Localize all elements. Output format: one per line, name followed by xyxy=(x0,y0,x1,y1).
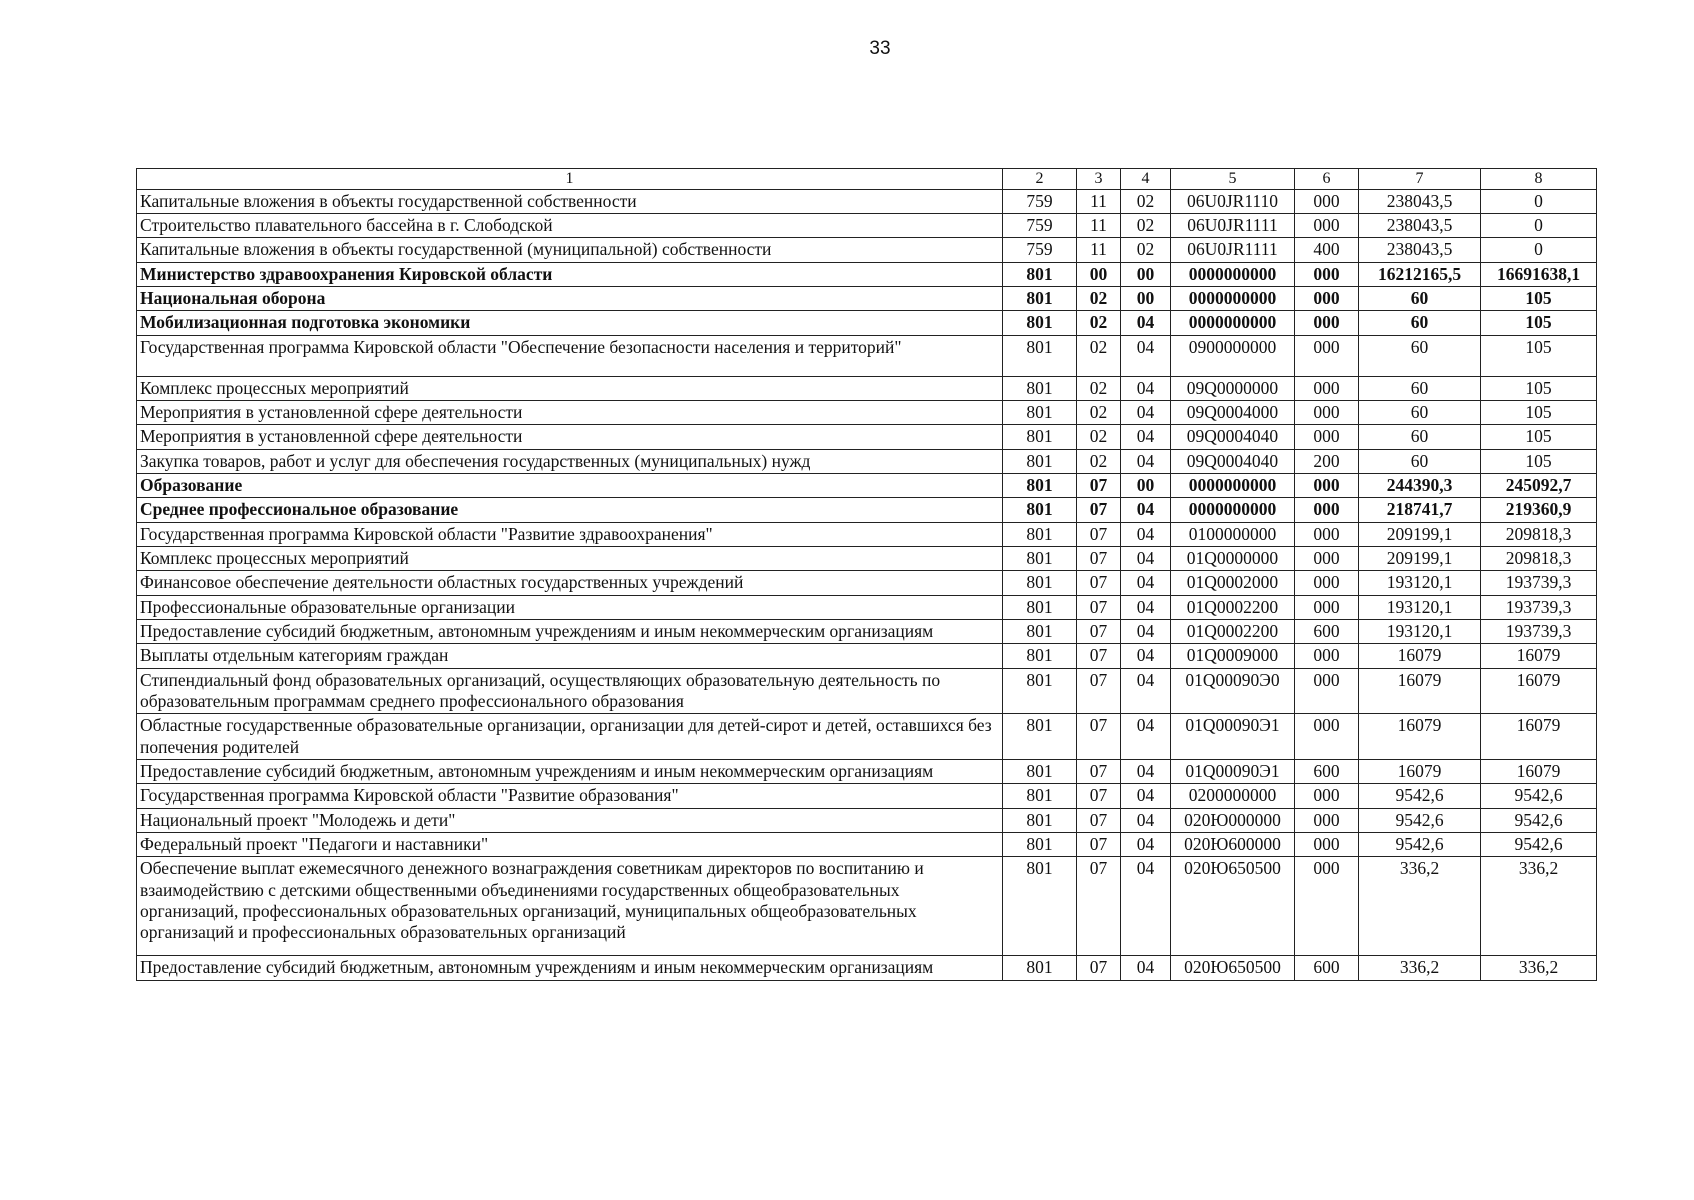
item-name-cell: Комплекс процессных мероприятий xyxy=(137,546,1003,570)
subsection-code-cell: 02 xyxy=(1121,189,1171,213)
amount-year1-cell: 9542,6 xyxy=(1359,808,1481,832)
item-name-cell: Государственная программа Кировской области "Развитие образования" xyxy=(137,784,1003,808)
expense-type-cell: 000 xyxy=(1295,189,1359,213)
target-article-cell: 020Ю000000 xyxy=(1171,808,1295,832)
target-article-cell: 06U0JR1111 xyxy=(1171,238,1295,262)
subsection-code-cell: 04 xyxy=(1121,498,1171,522)
expense-type-cell: 000 xyxy=(1295,668,1359,714)
expense-type-cell: 000 xyxy=(1295,714,1359,760)
table-row xyxy=(137,400,1597,424)
subsection-code-cell: 04 xyxy=(1121,620,1171,644)
item-name-cell: Строительство плавательного бассейна в г. Слободской xyxy=(137,213,1003,237)
column-number: 5 xyxy=(1171,169,1295,190)
table-row xyxy=(137,449,1597,473)
department-code-cell: 801 xyxy=(1003,595,1077,619)
item-name-cell: Областные государственные образовательные организации, организации для детей-сирот и детей, оставшихся без попечения родителей xyxy=(137,714,1003,760)
table-row xyxy=(137,833,1597,857)
amount-year2-cell: 336,2 xyxy=(1481,857,1597,956)
subsection-code-cell: 04 xyxy=(1121,760,1171,784)
amount-year2-cell: 336,2 xyxy=(1481,956,1597,980)
department-code-cell: 759 xyxy=(1003,189,1077,213)
department-code-cell: 801 xyxy=(1003,473,1077,497)
subsection-code-cell: 04 xyxy=(1121,595,1171,619)
department-code-cell: 801 xyxy=(1003,311,1077,335)
amount-year1-cell: 60 xyxy=(1359,400,1481,424)
amount-year1-cell: 16079 xyxy=(1359,714,1481,760)
amount-year2-cell: 193739,3 xyxy=(1481,620,1597,644)
amount-year2-cell: 105 xyxy=(1481,376,1597,400)
section-code-cell: 02 xyxy=(1077,286,1121,310)
subsection-code-cell: 00 xyxy=(1121,473,1171,497)
item-name-cell: Капитальные вложения в объекты государственной собственности xyxy=(137,189,1003,213)
expense-type-cell: 000 xyxy=(1295,498,1359,522)
amount-year1-cell: 238043,5 xyxy=(1359,238,1481,262)
table-row xyxy=(137,376,1597,400)
target-article-cell: 0000000000 xyxy=(1171,262,1295,286)
item-name-cell: Предоставление субсидий бюджетным, автономным учреждениям и иным некоммерческим организациям xyxy=(137,620,1003,644)
expense-type-cell: 000 xyxy=(1295,784,1359,808)
target-article-cell: 09Q0004040 xyxy=(1171,425,1295,449)
target-article-cell: 06U0JR1111 xyxy=(1171,213,1295,237)
subsection-code-cell: 04 xyxy=(1121,449,1171,473)
amount-year2-cell: 219360,9 xyxy=(1481,498,1597,522)
amount-year1-cell: 244390,3 xyxy=(1359,473,1481,497)
item-name-cell: Обеспечение выплат ежемесячного денежного вознаграждения советникам директоров по воспитанию и взаимодействию с детскими общественными объединениями государственных общеобразовательных организаций, профессиональных образовательных организаций, муниципальных общеобразовательных организаций и профессиональных образовательных организаций xyxy=(137,857,1003,956)
amount-year1-cell: 60 xyxy=(1359,335,1481,376)
target-article-cell: 020Ю650500 xyxy=(1171,956,1295,980)
item-name-cell: Закупка товаров, работ и услуг для обеспечения государственных (муниципальных) нужд xyxy=(137,449,1003,473)
table-row xyxy=(137,857,1597,956)
column-number: 4 xyxy=(1121,169,1171,190)
amount-year1-cell: 209199,1 xyxy=(1359,522,1481,546)
subsection-code-cell: 04 xyxy=(1121,522,1171,546)
expense-type-cell: 400 xyxy=(1295,238,1359,262)
subsection-code-cell: 04 xyxy=(1121,714,1171,760)
subsection-code-cell: 00 xyxy=(1121,262,1171,286)
table-row xyxy=(137,498,1597,522)
amount-year1-cell: 238043,5 xyxy=(1359,189,1481,213)
amount-year1-cell: 193120,1 xyxy=(1359,595,1481,619)
amount-year1-cell: 336,2 xyxy=(1359,956,1481,980)
section-code-cell: 02 xyxy=(1077,376,1121,400)
subsection-code-cell: 04 xyxy=(1121,425,1171,449)
amount-year2-cell: 193739,3 xyxy=(1481,595,1597,619)
expense-type-cell: 000 xyxy=(1295,473,1359,497)
amount-year1-cell: 60 xyxy=(1359,286,1481,310)
table-row xyxy=(137,522,1597,546)
section-code-cell: 00 xyxy=(1077,262,1121,286)
department-code-cell: 801 xyxy=(1003,668,1077,714)
subsection-code-cell: 04 xyxy=(1121,376,1171,400)
section-code-cell: 07 xyxy=(1077,808,1121,832)
section-code-cell: 07 xyxy=(1077,595,1121,619)
section-code-cell: 02 xyxy=(1077,400,1121,424)
department-code-cell: 801 xyxy=(1003,376,1077,400)
section-code-cell: 02 xyxy=(1077,425,1121,449)
amount-year1-cell: 193120,1 xyxy=(1359,620,1481,644)
item-name-cell: Комплекс процессных мероприятий xyxy=(137,376,1003,400)
item-name-cell: Профессиональные образовательные организации xyxy=(137,595,1003,619)
department-code-cell: 801 xyxy=(1003,546,1077,570)
expense-type-cell: 600 xyxy=(1295,620,1359,644)
table-row xyxy=(137,784,1597,808)
amount-year2-cell: 9542,6 xyxy=(1481,784,1597,808)
subsection-code-cell: 00 xyxy=(1121,286,1171,310)
target-article-cell: 01Q0002200 xyxy=(1171,620,1295,644)
subsection-code-cell: 04 xyxy=(1121,571,1171,595)
department-code-cell: 801 xyxy=(1003,522,1077,546)
section-code-cell: 07 xyxy=(1077,620,1121,644)
amount-year2-cell: 209818,3 xyxy=(1481,522,1597,546)
department-code-cell: 759 xyxy=(1003,238,1077,262)
amount-year2-cell: 245092,7 xyxy=(1481,473,1597,497)
table-row xyxy=(137,760,1597,784)
subsection-code-cell: 04 xyxy=(1121,784,1171,808)
amount-year1-cell: 218741,7 xyxy=(1359,498,1481,522)
department-code-cell: 801 xyxy=(1003,760,1077,784)
target-article-cell: 01Q0000000 xyxy=(1171,546,1295,570)
section-code-cell: 11 xyxy=(1077,238,1121,262)
department-code-cell: 801 xyxy=(1003,286,1077,310)
target-article-cell: 0900000000 xyxy=(1171,335,1295,376)
expense-type-cell: 000 xyxy=(1295,311,1359,335)
section-code-cell: 07 xyxy=(1077,760,1121,784)
expense-type-cell: 200 xyxy=(1295,449,1359,473)
expense-type-cell: 000 xyxy=(1295,213,1359,237)
subsection-code-cell: 04 xyxy=(1121,857,1171,956)
item-name-cell: Государственная программа Кировской области "Обеспечение безопасности населения и территорий" xyxy=(137,335,1003,376)
amount-year2-cell: 16079 xyxy=(1481,668,1597,714)
amount-year1-cell: 60 xyxy=(1359,376,1481,400)
section-code-cell: 02 xyxy=(1077,335,1121,376)
expense-type-cell: 000 xyxy=(1295,833,1359,857)
amount-year1-cell: 193120,1 xyxy=(1359,571,1481,595)
expense-type-cell: 000 xyxy=(1295,425,1359,449)
table-row xyxy=(137,956,1597,980)
table-row xyxy=(137,546,1597,570)
item-name-cell: Министерство здравоохранения Кировской области xyxy=(137,262,1003,286)
amount-year1-cell: 336,2 xyxy=(1359,857,1481,956)
item-name-cell: Мобилизационная подготовка экономики xyxy=(137,311,1003,335)
department-code-cell: 801 xyxy=(1003,425,1077,449)
target-article-cell: 09Q0004040 xyxy=(1171,449,1295,473)
target-article-cell: 0000000000 xyxy=(1171,311,1295,335)
amount-year1-cell: 60 xyxy=(1359,311,1481,335)
column-number: 8 xyxy=(1481,169,1597,190)
expense-type-cell: 000 xyxy=(1295,376,1359,400)
amount-year2-cell: 209818,3 xyxy=(1481,546,1597,570)
item-name-cell: Мероприятия в установленной сфере деятельности xyxy=(137,425,1003,449)
amount-year1-cell: 60 xyxy=(1359,449,1481,473)
amount-year2-cell: 9542,6 xyxy=(1481,833,1597,857)
column-number: 7 xyxy=(1359,169,1481,190)
expense-type-cell: 000 xyxy=(1295,571,1359,595)
amount-year2-cell: 16079 xyxy=(1481,760,1597,784)
target-article-cell: 01Q0002200 xyxy=(1171,595,1295,619)
amount-year2-cell: 105 xyxy=(1481,449,1597,473)
section-code-cell: 07 xyxy=(1077,784,1121,808)
expense-type-cell: 000 xyxy=(1295,262,1359,286)
amount-year1-cell: 16212165,5 xyxy=(1359,262,1481,286)
expense-type-cell: 000 xyxy=(1295,595,1359,619)
target-article-cell: 06U0JR1110 xyxy=(1171,189,1295,213)
subsection-code-cell: 04 xyxy=(1121,644,1171,668)
item-name-cell: Государственная программа Кировской области "Развитие здравоохранения" xyxy=(137,522,1003,546)
target-article-cell: 0000000000 xyxy=(1171,498,1295,522)
amount-year2-cell: 193739,3 xyxy=(1481,571,1597,595)
table-row xyxy=(137,668,1597,714)
amount-year2-cell: 105 xyxy=(1481,425,1597,449)
department-code-cell: 759 xyxy=(1003,213,1077,237)
target-article-cell: 01Q00090Э1 xyxy=(1171,760,1295,784)
section-code-cell: 02 xyxy=(1077,311,1121,335)
section-code-cell: 07 xyxy=(1077,571,1121,595)
section-code-cell: 07 xyxy=(1077,956,1121,980)
target-article-cell: 01Q00090Э1 xyxy=(1171,714,1295,760)
item-name-cell: Финансовое обеспечение деятельности областных государственных учреждений xyxy=(137,571,1003,595)
target-article-cell: 01Q0002000 xyxy=(1171,571,1295,595)
table-row xyxy=(137,262,1597,286)
amount-year1-cell: 238043,5 xyxy=(1359,213,1481,237)
subsection-code-cell: 04 xyxy=(1121,400,1171,424)
column-number: 6 xyxy=(1295,169,1359,190)
amount-year1-cell: 9542,6 xyxy=(1359,833,1481,857)
subsection-code-cell: 04 xyxy=(1121,311,1171,335)
target-article-cell: 09Q0000000 xyxy=(1171,376,1295,400)
budget-table xyxy=(136,168,1597,981)
amount-year1-cell: 16079 xyxy=(1359,668,1481,714)
expense-type-cell: 600 xyxy=(1295,760,1359,784)
table-row xyxy=(137,311,1597,335)
target-article-cell: 09Q0004000 xyxy=(1171,400,1295,424)
section-code-cell: 07 xyxy=(1077,857,1121,956)
amount-year2-cell: 9542,6 xyxy=(1481,808,1597,832)
expense-type-cell: 000 xyxy=(1295,808,1359,832)
target-article-cell: 020Ю600000 xyxy=(1171,833,1295,857)
table-row xyxy=(137,473,1597,497)
item-name-cell: Образование xyxy=(137,473,1003,497)
department-code-cell: 801 xyxy=(1003,714,1077,760)
item-name-cell: Предоставление субсидий бюджетным, автономным учреждениям и иным некоммерческим организациям xyxy=(137,956,1003,980)
subsection-code-cell: 04 xyxy=(1121,808,1171,832)
expense-type-cell: 000 xyxy=(1295,857,1359,956)
amount-year2-cell: 0 xyxy=(1481,213,1597,237)
subsection-code-cell: 04 xyxy=(1121,546,1171,570)
amount-year2-cell: 16691638,1 xyxy=(1481,262,1597,286)
department-code-cell: 801 xyxy=(1003,620,1077,644)
department-code-cell: 801 xyxy=(1003,571,1077,595)
page-number: 33 xyxy=(869,38,891,59)
amount-year2-cell: 105 xyxy=(1481,311,1597,335)
department-code-cell: 801 xyxy=(1003,956,1077,980)
amount-year2-cell: 0 xyxy=(1481,189,1597,213)
target-article-cell: 0100000000 xyxy=(1171,522,1295,546)
target-article-cell: 020Ю650500 xyxy=(1171,857,1295,956)
amount-year1-cell: 16079 xyxy=(1359,760,1481,784)
amount-year1-cell: 209199,1 xyxy=(1359,546,1481,570)
item-name-cell: Капитальные вложения в объекты государственной (муниципальной) собственности xyxy=(137,238,1003,262)
subsection-code-cell: 04 xyxy=(1121,956,1171,980)
table-row xyxy=(137,335,1597,376)
section-code-cell: 11 xyxy=(1077,213,1121,237)
table-row xyxy=(137,189,1597,213)
table-row xyxy=(137,571,1597,595)
section-code-cell: 07 xyxy=(1077,546,1121,570)
department-code-cell: 801 xyxy=(1003,335,1077,376)
expense-type-cell: 600 xyxy=(1295,956,1359,980)
amount-year1-cell: 9542,6 xyxy=(1359,784,1481,808)
table-row xyxy=(137,808,1597,832)
department-code-cell: 801 xyxy=(1003,262,1077,286)
section-code-cell: 07 xyxy=(1077,833,1121,857)
subsection-code-cell: 04 xyxy=(1121,668,1171,714)
expense-type-cell: 000 xyxy=(1295,522,1359,546)
item-name-cell: Стипендиальный фонд образовательных организаций, осуществляющих образовательную деятельность по образовательным программам среднего профессионального образования xyxy=(137,668,1003,714)
subsection-code-cell: 04 xyxy=(1121,833,1171,857)
item-name-cell: Национальный проект "Молодежь и дети" xyxy=(137,808,1003,832)
subsection-code-cell: 04 xyxy=(1121,335,1171,376)
item-name-cell: Национальная оборона xyxy=(137,286,1003,310)
column-number: 1 xyxy=(137,169,1003,190)
table-row xyxy=(137,644,1597,668)
column-number: 2 xyxy=(1003,169,1077,190)
department-code-cell: 801 xyxy=(1003,833,1077,857)
table-row xyxy=(137,286,1597,310)
table-row xyxy=(137,595,1597,619)
expense-type-cell: 000 xyxy=(1295,400,1359,424)
expense-type-cell: 000 xyxy=(1295,335,1359,376)
department-code-cell: 801 xyxy=(1003,808,1077,832)
item-name-cell: Федеральный проект "Педагоги и наставники" xyxy=(137,833,1003,857)
department-code-cell: 801 xyxy=(1003,644,1077,668)
section-code-cell: 11 xyxy=(1077,189,1121,213)
amount-year2-cell: 16079 xyxy=(1481,644,1597,668)
amount-year1-cell: 60 xyxy=(1359,425,1481,449)
expense-type-cell: 000 xyxy=(1295,286,1359,310)
subsection-code-cell: 02 xyxy=(1121,238,1171,262)
department-code-cell: 801 xyxy=(1003,857,1077,956)
department-code-cell: 801 xyxy=(1003,449,1077,473)
item-name-cell: Мероприятия в установленной сфере деятельности xyxy=(137,400,1003,424)
section-code-cell: 02 xyxy=(1077,449,1121,473)
department-code-cell: 801 xyxy=(1003,784,1077,808)
subsection-code-cell: 02 xyxy=(1121,213,1171,237)
expense-type-cell: 000 xyxy=(1295,644,1359,668)
column-number: 3 xyxy=(1077,169,1121,190)
department-code-cell: 801 xyxy=(1003,498,1077,522)
table-row xyxy=(137,620,1597,644)
target-article-cell: 01Q0009000 xyxy=(1171,644,1295,668)
item-name-cell: Предоставление субсидий бюджетным, автономным учреждениям и иным некоммерческим организациям xyxy=(137,760,1003,784)
section-code-cell: 07 xyxy=(1077,644,1121,668)
section-code-cell: 07 xyxy=(1077,714,1121,760)
item-name-cell: Выплаты отдельным категориям граждан xyxy=(137,644,1003,668)
amount-year2-cell: 0 xyxy=(1481,238,1597,262)
section-code-cell: 07 xyxy=(1077,473,1121,497)
section-code-cell: 07 xyxy=(1077,522,1121,546)
target-article-cell: 0200000000 xyxy=(1171,784,1295,808)
amount-year1-cell: 16079 xyxy=(1359,644,1481,668)
section-code-cell: 07 xyxy=(1077,498,1121,522)
amount-year2-cell: 16079 xyxy=(1481,714,1597,760)
section-code-cell: 07 xyxy=(1077,668,1121,714)
table-row xyxy=(137,425,1597,449)
target-article-cell: 0000000000 xyxy=(1171,473,1295,497)
amount-year2-cell: 105 xyxy=(1481,286,1597,310)
target-article-cell: 01Q00090Э0 xyxy=(1171,668,1295,714)
table-row xyxy=(137,213,1597,237)
department-code-cell: 801 xyxy=(1003,400,1077,424)
table-row xyxy=(137,714,1597,760)
expense-type-cell: 000 xyxy=(1295,546,1359,570)
amount-year2-cell: 105 xyxy=(1481,400,1597,424)
target-article-cell: 0000000000 xyxy=(1171,286,1295,310)
table-header-row xyxy=(137,169,1597,190)
item-name-cell: Среднее профессиональное образование xyxy=(137,498,1003,522)
table-row xyxy=(137,238,1597,262)
amount-year2-cell: 105 xyxy=(1481,335,1597,376)
